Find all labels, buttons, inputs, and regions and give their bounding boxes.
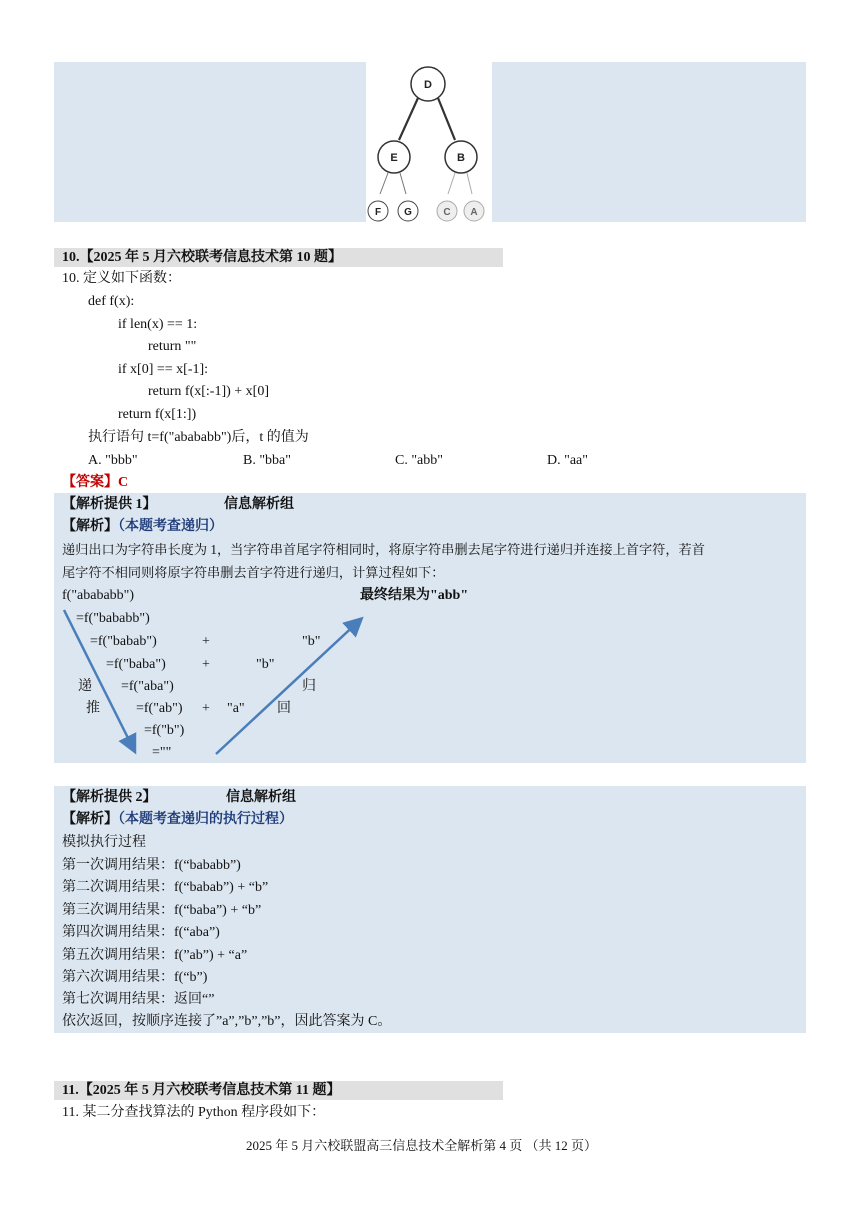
analysis2-line-6: 第五次调用结果：f(”ab”) + “a”: [62, 948, 248, 963]
page-footer: 2025 年 5 月六校联盟高三信息技术全解析第 4 页 （共 12 页）: [246, 1138, 598, 1153]
step-4: =f("aba"): [121, 679, 174, 694]
analysis2-line-9: 依次返回，按顺序连接了”a”,”b”,”b”，因此答案为 C。: [62, 1014, 392, 1029]
analysis2-line-5: 第四次调用结果：f(“aba”): [62, 925, 220, 940]
step-7: ="": [152, 745, 172, 760]
final-result: 最终结果为"abb": [360, 588, 469, 603]
plus-3: +: [202, 701, 210, 716]
answer-label: 【答案】: [62, 475, 118, 490]
recursion-arrows: [54, 590, 374, 760]
svg-text:F: F: [374, 207, 382, 218]
q10-answer: [62, 473, 128, 493]
top-shade-left: [54, 62, 366, 222]
step-1: =f("bababb"): [76, 611, 150, 626]
q10-code-line-5: return f(x[:-1]) + x[0]: [148, 384, 270, 399]
binary-tree-svg: [366, 62, 492, 222]
plus-1: +: [202, 634, 210, 649]
analysis2-topic: （本题考查递归的执行过程）: [118, 812, 293, 827]
return-char-1: 归: [302, 679, 316, 694]
binary-tree-figure: [366, 62, 492, 222]
svg-text:G: G: [404, 207, 412, 218]
q10-code-line-1: def f(x):: [88, 294, 135, 309]
analysis1-provider-label: 【解析提供 1】: [62, 497, 157, 512]
tree-node-d: [411, 67, 445, 101]
analysis2-tag: 【解析】: [62, 812, 118, 827]
analysis2-provider-label: 【解析提供 2】: [62, 790, 157, 805]
analysis1-text-2: 尾字符不相同则将原字符串删去首字符进行递归，计算过程如下：: [62, 565, 445, 580]
q10-option-d: D. "aa": [547, 453, 588, 468]
analysis2-line-3: 第二次调用结果：f(“babab”) + “b”: [62, 880, 269, 895]
q11-intro: 11. 某二分查找算法的 Python 程序段如下：: [62, 1105, 326, 1120]
step-6: =f("b"): [144, 723, 185, 738]
tree-node-b: [445, 141, 477, 173]
concat-a: "a": [227, 701, 245, 716]
q10-code-line-3: return "": [148, 339, 197, 354]
top-shade-right: [492, 62, 806, 222]
q10-intro: 10. 定义如下函数：: [62, 271, 181, 286]
concat-b-1: "b": [302, 634, 321, 649]
q10-heading: 10.【2025 年 5 月六校联考信息技术第 10 题】: [54, 248, 503, 267]
analysis2-provider: 信息解析组: [226, 790, 296, 805]
step-2: =f("babab"): [90, 634, 157, 649]
analysis2-line-8: 第七次调用结果：返回“”: [62, 992, 215, 1007]
answer-value: C: [118, 475, 129, 490]
plus-2: +: [202, 657, 210, 672]
q10-code-line-6: return f(x[1:]): [118, 407, 197, 422]
recur-char-1: 递: [78, 679, 92, 694]
recur-char-2: 推: [86, 701, 100, 716]
analysis1-tag: 【解析】: [62, 519, 118, 534]
analysis2-line-2: 第一次调用结果：f(“bababb”): [62, 858, 241, 873]
q10-question: 执行语句 t=f("abababb")后，t 的值为: [88, 430, 309, 445]
analysis2-line-7: 第六次调用结果：f(“b”): [62, 970, 208, 985]
svg-text:C: C: [443, 207, 451, 218]
tree-node-e: [378, 141, 410, 173]
q10-option-c: C. "abb": [395, 453, 443, 468]
recursion-down-arrow: [64, 610, 134, 750]
analysis1-topic: （本题考查递归）: [118, 519, 223, 534]
q11-heading: 11.【2025 年 5 月六校联考信息技术第 11 题】: [54, 1081, 503, 1100]
analysis2-line-4: 第三次调用结果：f(“baba”) + “b”: [62, 903, 262, 918]
concat-b-2: "b": [256, 657, 275, 672]
tree-node-a: [464, 201, 484, 221]
svg-text:A: A: [470, 207, 478, 218]
analysis2-line-1: 模拟执行过程: [62, 835, 146, 850]
return-up-arrow: [216, 620, 360, 754]
analysis1-text-1: 递归出口为字符串长度为 1，当字符串首尾字符相同时，将原字符串删去尾字符进行递归并连接上首字符，若首: [62, 542, 705, 557]
svg-text:B: B: [457, 152, 465, 164]
q10-code-line-2: if len(x) == 1:: [118, 317, 198, 332]
analysis1-provider: 信息解析组: [224, 497, 294, 512]
tree-node-c: [437, 201, 457, 221]
q10-code-line-4: if x[0] == x[-1]:: [118, 362, 209, 377]
analysis1-tag-line: [62, 517, 223, 537]
tree-node-g: [398, 201, 418, 221]
q10-option-a: A. "bbb": [88, 453, 138, 468]
svg-text:E: E: [390, 152, 398, 164]
tree-node-f: [368, 201, 388, 221]
return-char-2: 回: [277, 701, 291, 716]
q10-option-b: B. "bba": [243, 453, 291, 468]
step-5: =f("ab"): [136, 701, 183, 716]
analysis2-tag-line: [62, 810, 293, 830]
svg-text:D: D: [424, 79, 432, 91]
step-0: f("abababb"): [62, 588, 135, 603]
step-3: =f("baba"): [106, 657, 166, 672]
